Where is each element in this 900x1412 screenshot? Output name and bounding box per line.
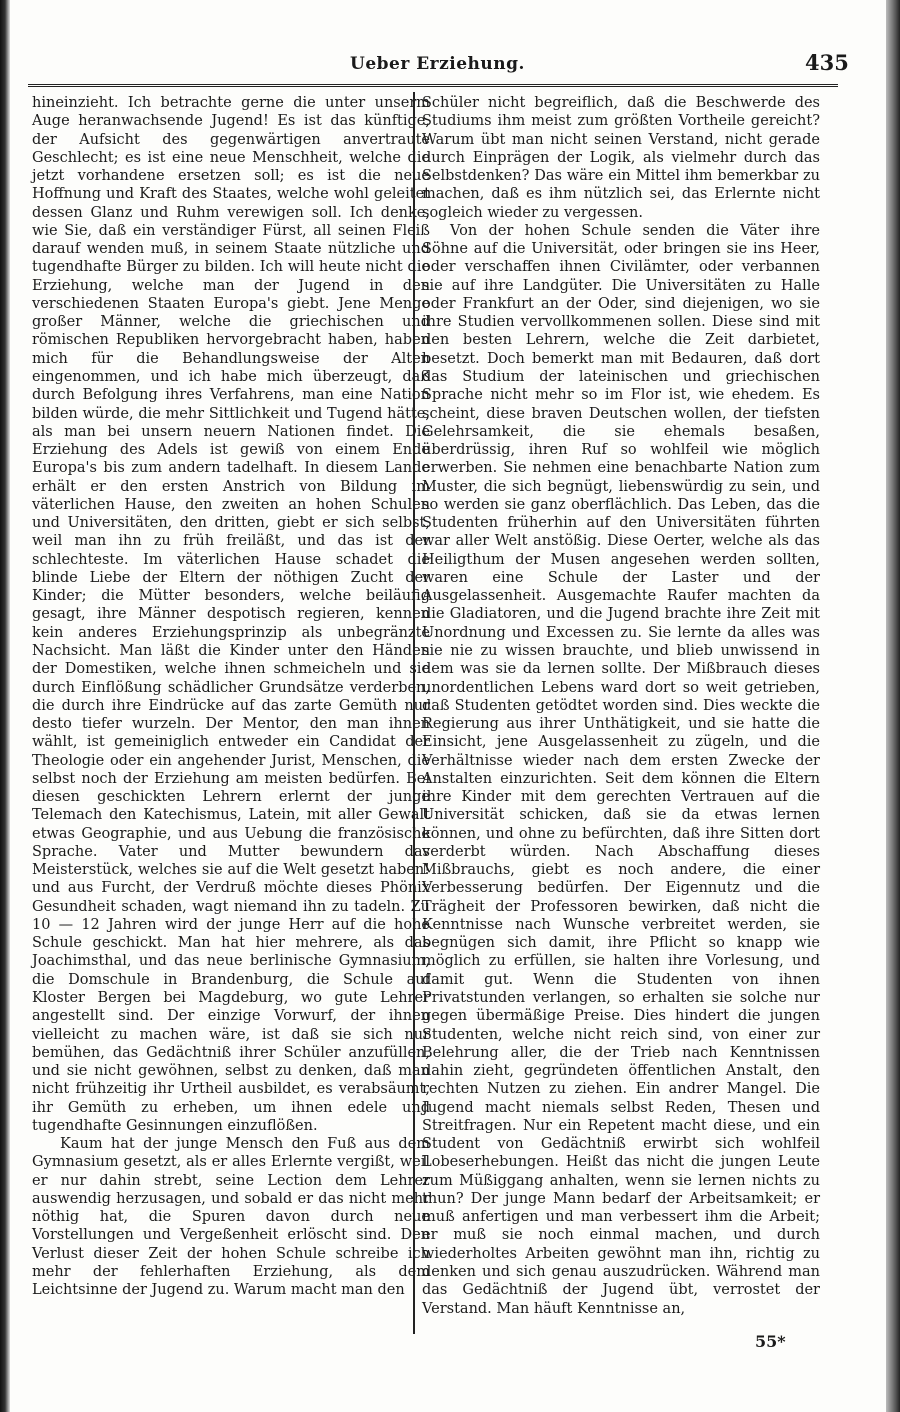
running-head-title: Ueber Erziehung. [350, 54, 525, 74]
column-divider [413, 92, 415, 1334]
page-edge-shadow [886, 0, 900, 1412]
page-binding-shadow [0, 0, 10, 1412]
left-paragraph-1: hineinzieht. Ich betrachte gerne die unter unserm Auge heranwachsende Jugend! Es ist das künftige, der Aufsicht des gegenwärtigen anvertraute Geschlecht; es ist eine neue Menschheit, welche die jetzt vorhandene ersetzen soll; es ist die neue Hoffnung und Kraft des Staates, welche wohl geleitet dessen Glanz und Ruhm verewigen soll. Ich denke, wie Sie, daß ein verständiger Fürst, all seinen Fleiß darauf wenden muß, in seinem Staate nützliche und tugendhafte Bürger zu bilden. Ich will heute nicht die Erziehung, welche man der Jugend in den verschiedenen Staaten Europa's giebt. Jene Menge großer Männer, welche die griechischen und römischen Republiken hervorgebracht haben, haben mich für die Behandlungsweise der Alten eingenommen, und ich habe mich überzeugt, daß durch Befolgung ihres Verfahrens, man eine Nation bilden würde, die mehr Sittlichkeit und Tugend hätte, als man bei unsern neuern Nationen findet. Die Erziehung des Adels ist gewiß von einem Ende Europa's bis zum andern tadelhaft. In diesem Lande erhält er den ersten Anstrich von Bildung im väterlichen Hause, den zweiten an hohen Schulen und Universitäten, den dritten, giebt er sich selbst, weil man ihn zu früh freiläßt, und das ist der schlechteste. Im väterlichen Hause schadet die blinde Liebe der Eltern der nöthigen Zucht der Kinder; die Mütter besonders, welche beiläufig gesagt, ihre Männer despotisch regieren, kennen kein anderes Erziehungsprinzip als unbegränzte Nachsicht. Man läßt die Kinder unter den Händen der Domestiken, welche ihnen schmeicheln und sie durch Einflößung schädlicher Grundsätze verderben, die durch ihre Eindrücke auf das zarte Gemüth nur desto tiefer wurzeln. Der Mentor, den man ihnen wählt, ist gemeiniglich entweder ein Candidat der Theologie oder ein angehender Jurist, Menschen, die selbst noch der Erziehung am meisten bedürfen. Bei diesen geschickten Lehrern erlernt der junge Telemach den Katechismus, Latein, mit aller Gewalt etwas Geographie, und aus Uebung die französische Sprache. Vater und Mutter bewundern das Meisterstück, welches sie auf die Welt gesetzt haben! und aus Furcht, der Verdruß möchte dieses Phönix Gesundheit schaden, wagt niemand ihn zu tadeln. Zu 10 — 12 Jahren wird der junge Herr auf die hohe Schule geschickt. Man hat hier mehrere, als das Joachimsthal, und das neue berlinische Gymnasium, die Domschule in Brandenburg, die Schule auf Kloster Bergen bei Magdeburg, wo gute Lehrer angestellt sind. Der einzige Vorwurf, der ihnen vielleicht zu machen wäre, ist daß sie sich nur bemühen, das Gedächtniß ihrer Schüler anzufüllen, und sie nicht gewöhnen, selbst zu denken, daß man nicht frühzeitig ihr Urtheil ausbildet, es verabsäumt, ihr Gemüth zu erheben, um ihnen edele und tugendhafte Gesinnungen einzuflößen. [32, 95, 430, 1134]
header-rule [28, 84, 838, 87]
left-paragraph-2: Kaum hat der junge Mensch den Fuß aus dem Gymnasium gesetzt, als er alles Erlernte vergißt, weil er nur dahin strebt, seine Lection dem Lehrer auswendig herzusagen, und sobald er das nicht mehr nöthig hat, die Spuren davon durch neue Vorstellungen und Vergeßenheit erlöscht sind. Den Verlust dieser Zeit der hohen Schule schreibe ich mehr der fehlerhaften Erziehung, als dem Leichtsinne der Jugend zu. Warum macht man den [32, 1136, 430, 1299]
left-column [32, 94, 430, 1300]
right-paragraph-1: Schüler nicht begreiflich, daß die Beschwerde des Studiums ihm meist zum größten Vortheile gereicht? Warum übt man nicht seinen Verstand, nicht gerade durch Einprägen der Logik, als vielmehr durch das Selbstdenken? Das wäre ein Mittel ihm bemerkbar zu machen, daß es ihm nützlich sei, das Erlernte nicht sogleich wieder zu vergessen. [422, 95, 820, 221]
signature-mark: 55* [755, 1332, 786, 1351]
running-head [30, 50, 849, 80]
right-column [422, 94, 820, 1318]
page-number: 435 [805, 50, 849, 75]
right-paragraph-2: Von der hohen Schule senden die Väter ihre Söhne auf die Universität, oder bringen sie ins Heer, oder verschaffen ihnen Civilämter, oder verbannen sie auf ihre Landgüter. Die Universitäten zu Halle oder Frankfurt an der Oder, sind diejenigen, wo sie ihre Studien vervollkommenen sollen. Diese sind mit den besten Lehrern, welche die Zeit darbietet, besetzt. Doch bemerkt man mit Bedauren, daß dort das Studium der lateinischen und griechischen Sprache nicht mehr so im Flor ist, wie ehedem. Es scheint, diese braven Deutschen wollen, der tiefsten Gelehrsamkeit, die sie ehemals besaßen, überdrüssig, ihren Ruf so wohlfeil wie möglich erwerben. Sie nehmen eine benachbarte Nation zum Muster, die sich begnügt, liebenswürdig zu sein, und so werden sie ganz oberflächlich. Das Leben, das die Studenten früherhin auf den Universitäten führten war aller Welt anstößig. Diese Oerter, welche als das Heiligthum der Musen angesehen werden sollten, waren eine Schule der Laster und der Ausgelassenheit. Ausgemachte Raufer machten da die Gladiatoren, und die Jugend brachte ihre Zeit mit Unordnung und Excessen zu. Sie lernte da alles was sie nie zu wissen brauchte, und blieb unwissend in dem was sie da lernen sollte. Der Mißbrauch dieses unordentlichen Lebens ward dort so weit getrieben, daß Studenten getödtet worden sind. Dies weckte die Regierung aus ihrer Unthätigkeit, und sie hatte die Einsicht, jene Ausgelassenheit zu zügeln, und die Verhältnisse wieder nach dem ersten Zwecke der Anstalten einzurichten. Seit dem können die Eltern ihre Kinder mit dem gerechten Vertrauen auf die Universität schicken, daß sie da etwas lernen können, und ohne zu befürchten, daß ihre Sitten dort verderbt würden. Nach Abschaffung dieses Mißbrauchs, giebt es noch andere, die einer Verbesserung bedürfen. Der Eigennutz und die Trägheit der Professoren bewirken, daß nicht die Kenntnisse nach Wunsche verbreitet werden, sie begnügen sich damit, ihre Pflicht so knapp wie möglich zu erfüllen, sie halten ihre Vorlesung, und damit gut. Wenn die Studenten von ihnen Privatstunden verlangen, so erhalten sie solche nur gegen übermäßige Preise. Dies hindert die jungen Studenten, welche nicht reich sind, von einer zur Belehrung aller, die der Trieb nach Kenntnissen dahin zieht, gegründeten öffentlichen Anstalt, den rechten Nutzen zu ziehen. Ein andrer Mangel. Die Jugend macht niemals selbst Reden, Thesen und Streitfragen. Nur ein Repetent macht diese, und ein Student von Gedächtniß erwirbt sich wohlfeil Lobeserhebungen. Heißt das nicht die jungen Leute zum Müßiggang anhalten, wenn sie lernen nichts zu thun? Der junge Mann bedarf der Arbeitsamkeit; er muß anfertigen und man verbessert ihm die Arbeit; er muß sie noch einmal machen, und durch wiederholtes Arbeiten gewöhnt man ihn, richtig zu denken und sich genau auszudrücken. Während man das Gedächtniß der Jugend übt, verrostet der Verstand. Man häuft Kenntnisse an, [422, 222, 820, 1317]
